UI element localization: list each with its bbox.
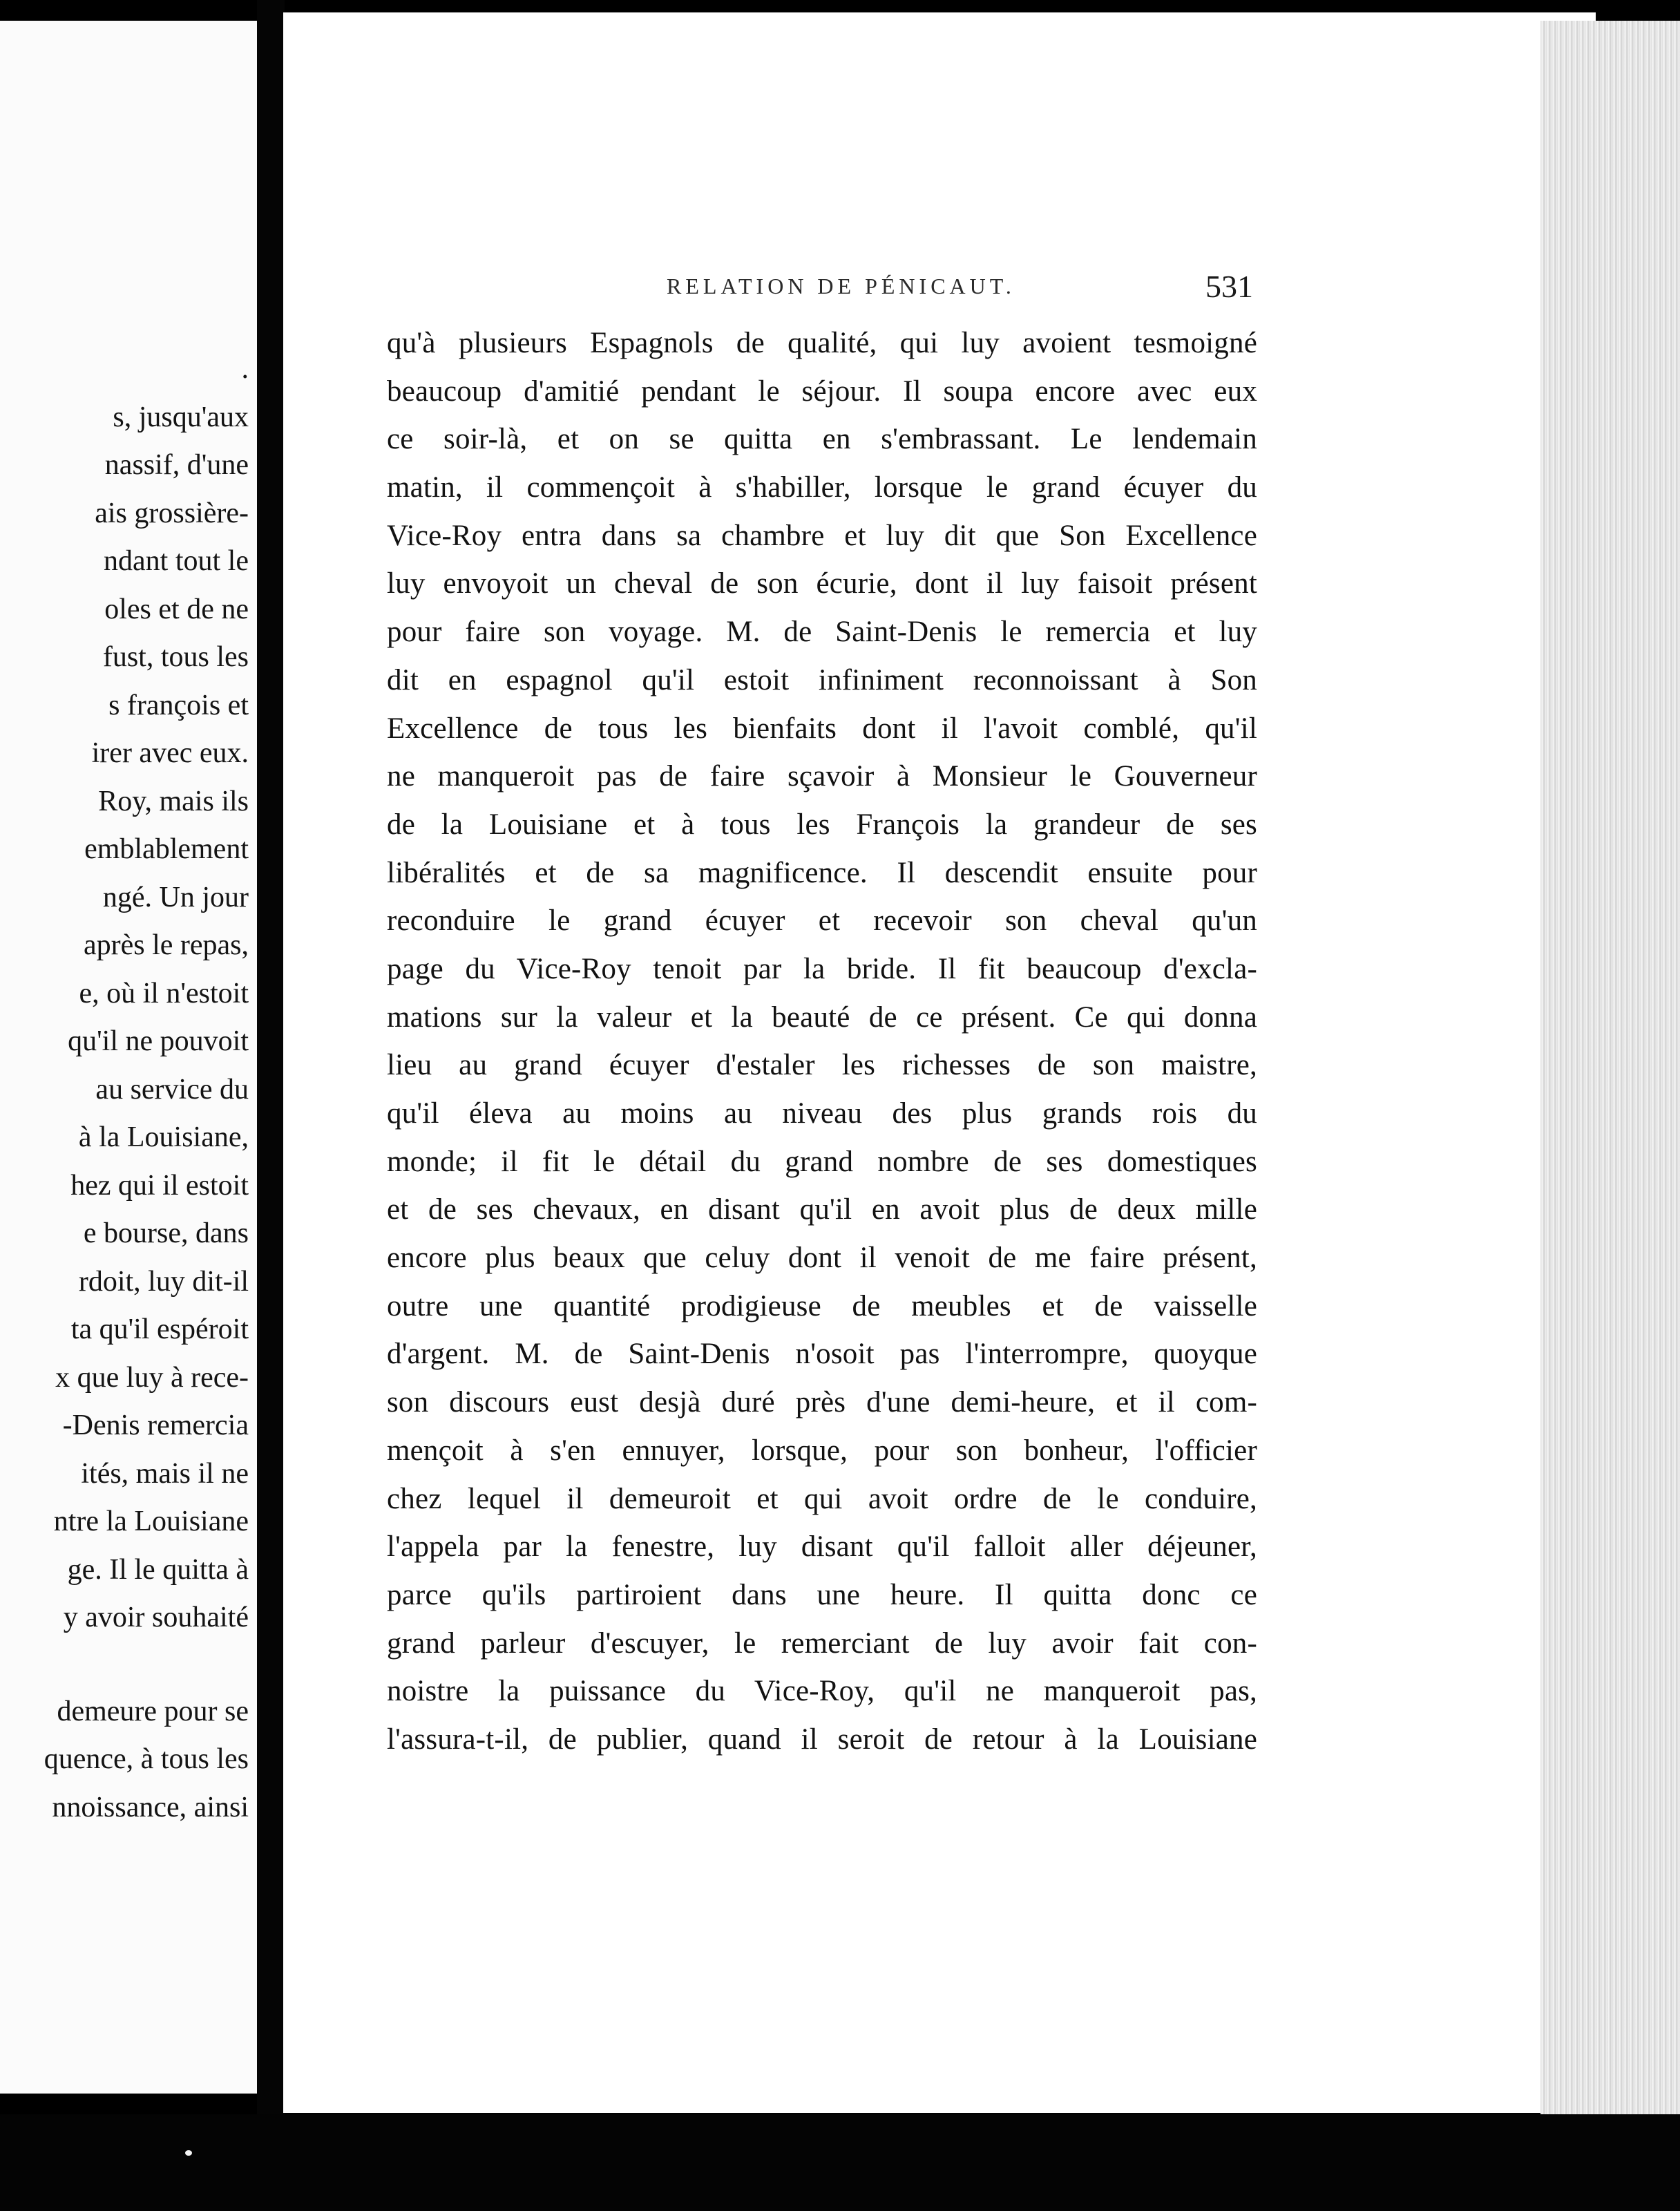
text-line: parce qu'ils partiroient dans une heure. Il quitta donc ce [387,1578,1257,1611]
text-line: noistre la puissance du Vice-Roy, qu'il ne manqueroit pas, [387,1675,1257,1708]
text-line: encore plus beaux que celuy dont il venoit de me faire présent, [387,1242,1257,1275]
running-title: RELATION DE PÉNICAUT. [667,274,1015,298]
left-page-line: ais grossière- [95,497,249,529]
running-header [390,263,1253,325]
page-number: 531 [1205,269,1253,304]
left-page-line: emblablement [84,833,249,865]
left-page-line: ntre la Louisiane [53,1506,249,1537]
text-line: Vice-Roy entra dans sa chambre et luy dit que Son Excellence [387,519,1257,552]
left-page-line: nnoissance, ainsi [52,1791,249,1823]
text-line: son discours eust desjà duré près d'une demi-heure, et il com- [387,1386,1257,1419]
text-line: l'assura-t-il, de publier, quand il seroit de retour à la Louisiane [387,1723,1257,1756]
left-page-line: . [241,353,249,385]
text-line: qu'il éleva au moins au niveau des plus grands rois du [387,1097,1257,1130]
text-line: matin, il commençoit à s'habiller, lorsque le grand écuyer du [387,471,1257,504]
text-line: l'appela par la fenestre, luy disant qu'il falloit aller déjeuner, [387,1530,1257,1564]
text-line: mations sur la valeur et la beauté de ce présent. Ce qui donna [387,1000,1257,1034]
left-page-line: ge. Il le quitta à [67,1553,249,1586]
text-line: d'argent. M. de Saint-Denis n'osoit pas l'interrompre, quoyque [387,1338,1257,1371]
left-page-line: au service du [95,1073,249,1106]
text-line: monde; il fit le détail du grand nombre de ses domestiques [387,1145,1257,1178]
left-page-line: x que luy à rece- [55,1361,249,1394]
left-page-line: demeure pour se [57,1695,249,1727]
text-line: dit en espagnol qu'il estoit infiniment reconnoissant à Son [387,663,1257,696]
text-line: chez lequel il demeuroit et qui avoit ordre de le conduire, [387,1482,1257,1515]
left-page-line: -Denis remercia [62,1410,249,1441]
left-page-line: hez qui il estoit [70,1169,249,1202]
text-line: de la Louisiane et à tous les François la grandeur de ses [387,808,1257,841]
text-line: Excellence de tous les bienfaits dont il l'avoit comblé, qu'il [387,712,1257,745]
text-line: page du Vice-Roy tenoit par la bride. Il fit beaucoup d'excla- [387,952,1257,985]
left-page-line: y avoir souhaité [63,1602,249,1633]
left-page-line: e bourse, dans [83,1217,249,1249]
left-page-line: s françois et [108,689,249,721]
text-line: ne manqueroit pas de faire sçavoir à Monsieur le Gouverneur [387,760,1257,793]
text-line: beaucoup d'amitié pendant le séjour. Il soupa encore avec eux [387,374,1257,408]
left-page-line: ndant tout le [104,545,249,577]
text-line: libéralités et de sa magnificence. Il descendit ensuite pour [387,856,1257,889]
text-line: reconduire le grand écuyer et recevoir son cheval qu'un [387,904,1257,938]
text-line: qu'à plusieurs Espagnols de qualité, qui luy avoient tesmoigné [387,327,1257,359]
text-line: luy envoyoit un cheval de son écurie, dont il luy faisoit présent [387,567,1257,600]
left-page-line: s, jusqu'aux [113,401,249,433]
text-line: ce soir-là, et on se quitta en s'embrassant. Le lendemain [387,423,1257,456]
text-line: et de ses chevaux, en disant qu'il en avoit plus de deux mille [387,1193,1257,1226]
left-page-line: e, où il n'estoit [79,977,249,1009]
scan-speck [185,2150,192,2156]
text-line: grand parleur d'escuyer, le remerciant de luy avoir fait con- [387,1626,1257,1660]
text-line: pour faire son voyage. M. de Saint-Denis le remercia et luy [387,616,1257,649]
left-page-line: ités, mais il ne [81,1457,249,1490]
page-edges [1540,21,1680,2114]
book-gutter [257,0,285,2114]
left-page-line: fust, tous les [102,641,249,673]
left-page-line: oles et de ne [104,593,249,625]
left-page-line: qu'il ne pouvoit [68,1025,249,1057]
text-line: outre une quantité prodigieuse de meubles et de vaisselle [387,1289,1257,1322]
left-page-line: nassif, d'une [104,449,249,481]
left-page-line: ngé. Un jour [102,881,249,913]
left-page-line: après le repas, [83,929,249,961]
left-page-line: quence, à tous les [44,1743,249,1775]
left-page-line: ta qu'il espéroit [70,1313,249,1345]
body-text [387,319,1257,1764]
scan-background [0,2114,1680,2211]
left-page-line: à la Louisiane, [78,1121,249,1153]
text-line: mençoit à s'en ennuyer, lorsque, pour son bonheur, l'officier [387,1434,1257,1467]
left-page-line: Roy, mais ils [98,785,249,817]
left-page-line: irer avec eux. [91,737,249,769]
left-page-line: rdoit, luy dit-il [78,1265,249,1298]
text-line: lieu au grand écuyer d'estaler les richesses de son maistre, [387,1049,1257,1082]
